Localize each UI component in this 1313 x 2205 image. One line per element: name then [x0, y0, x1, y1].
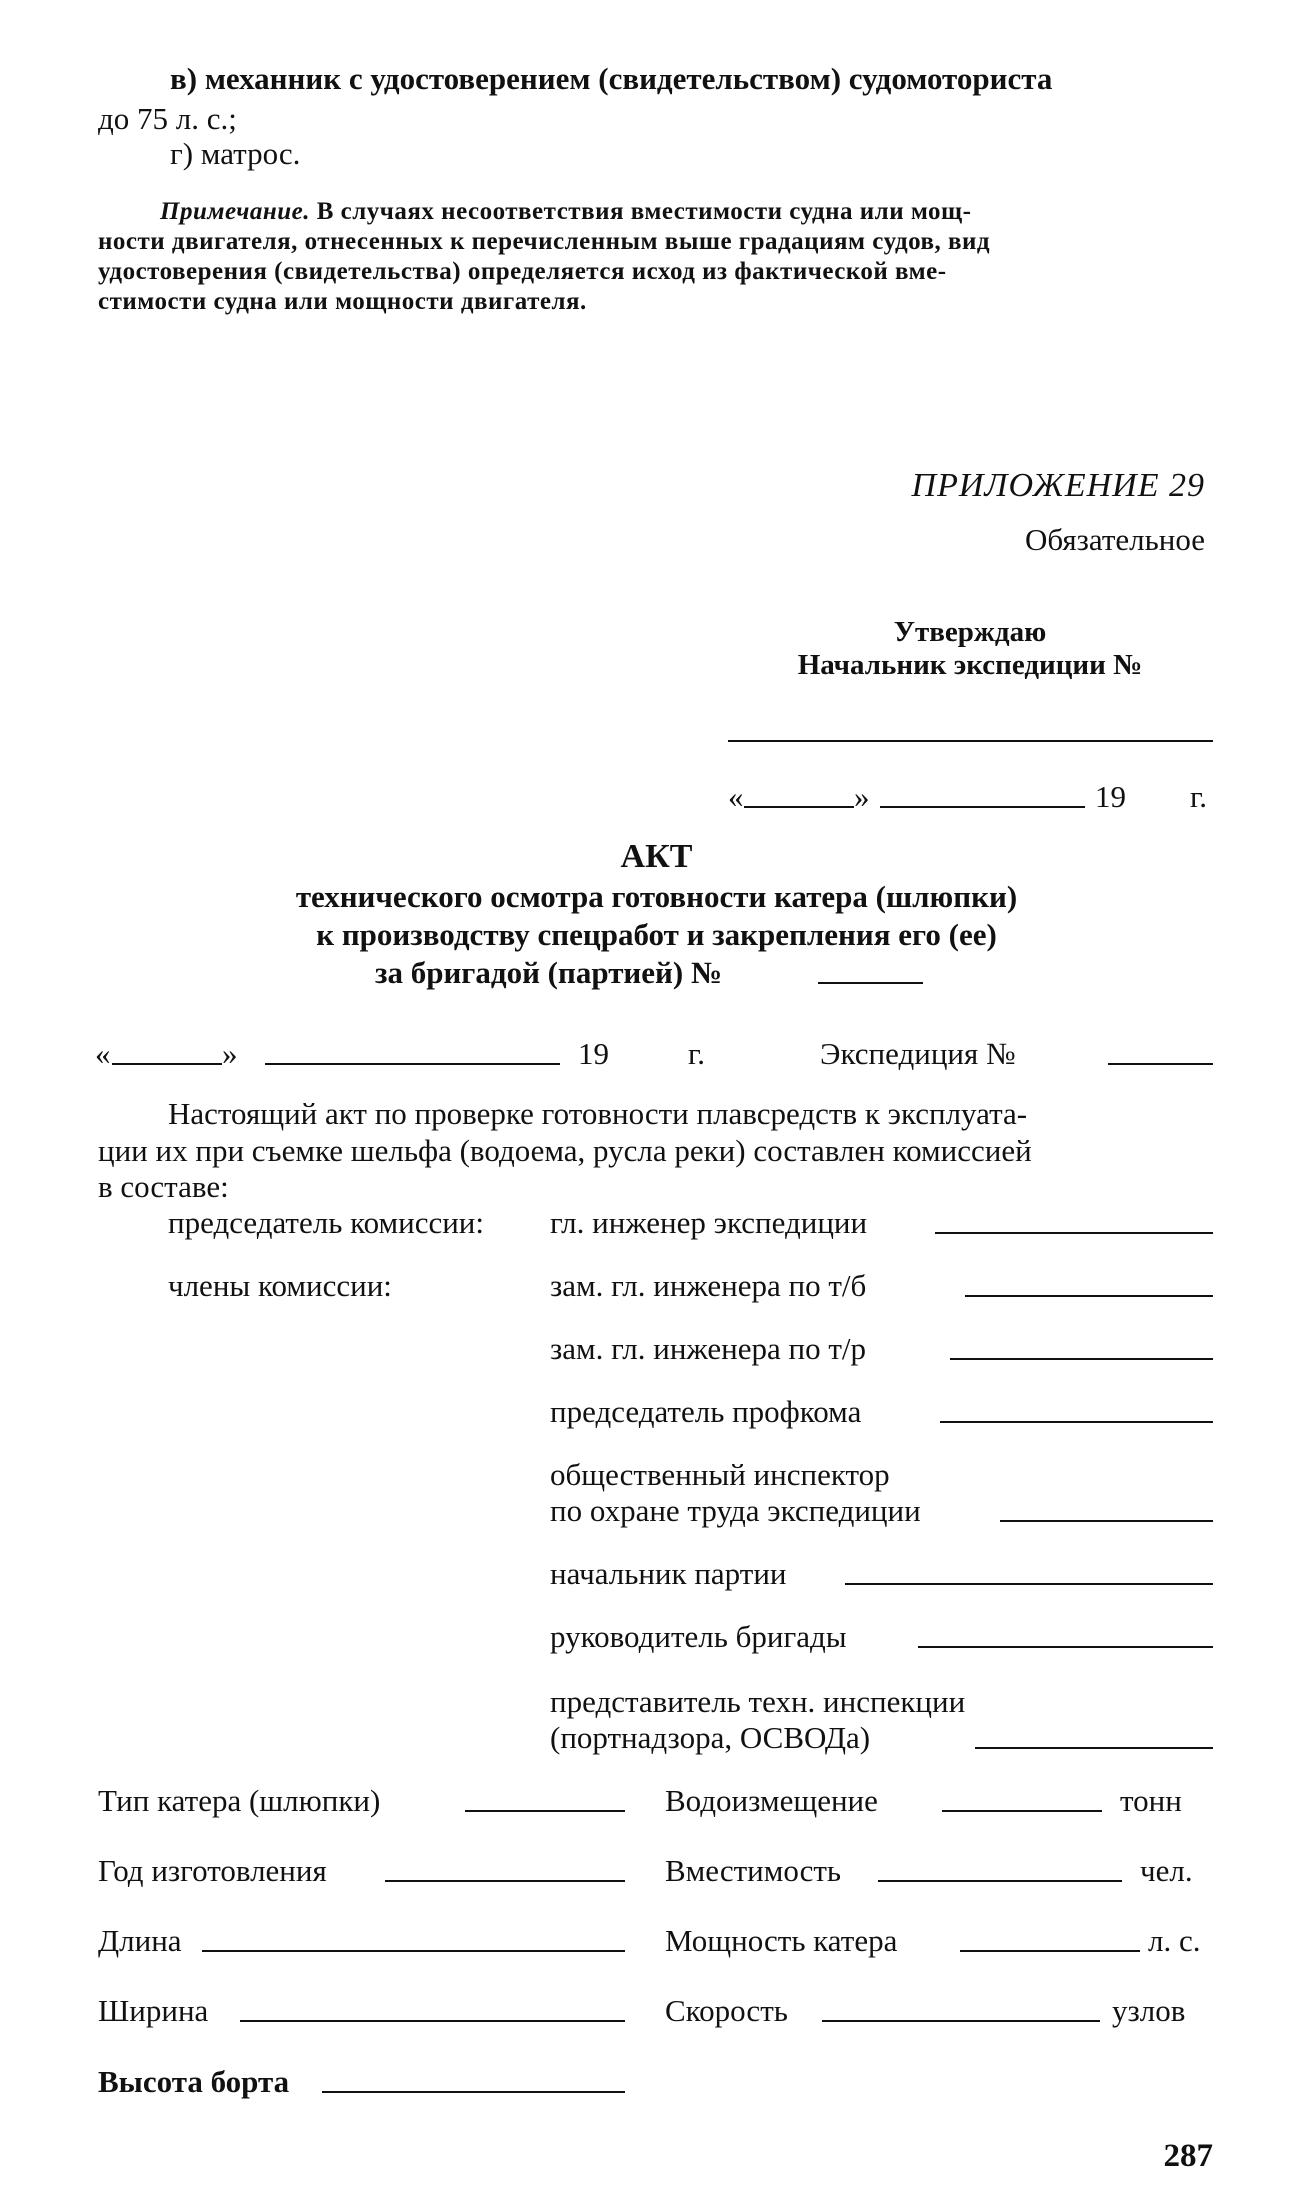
note-line4: стимости судна или мощности двигателя. [98, 288, 587, 315]
expedition-label: Экспедиция № [820, 1036, 1016, 1071]
chairman-blank[interactable] [935, 1232, 1213, 1234]
member6-blank[interactable] [918, 1646, 1213, 1648]
member6-role: руководитель бригады [550, 1619, 847, 1654]
item-g: г) матрос. [170, 136, 301, 171]
speed-label: Скорость [665, 1993, 788, 2028]
displacement-unit: тонн [1120, 1783, 1182, 1818]
boat-type-label: Тип катера (шлюпки) [98, 1783, 381, 1818]
chief-label: Начальник экспедиции № [797, 649, 1143, 681]
act-subtitle-1: технического осмотра готовности катера (шлюпки) [295, 879, 1018, 914]
boat-type-blank[interactable] [465, 1810, 625, 1812]
member2-role: зам. гл. инженера по т/р [550, 1331, 867, 1366]
member4-role-a: общественный инспектор [550, 1457, 890, 1492]
speed-unit: узлов [1112, 1993, 1186, 2028]
member7-role-b: (портнадзора, ОСВОДа) [550, 1720, 871, 1755]
member2-blank[interactable] [950, 1358, 1213, 1360]
act-month-blank[interactable] [265, 1063, 560, 1065]
act-year: 19 [578, 1036, 609, 1071]
member1-blank[interactable] [965, 1295, 1213, 1297]
displacement-label: Водоизмещение [665, 1783, 878, 1818]
member3-role: председатель профкома [550, 1394, 862, 1429]
width-label: Ширина [98, 1993, 209, 2028]
members-label: члены комиссии: [168, 1268, 392, 1303]
width-blank[interactable] [240, 2020, 625, 2022]
capacity-blank[interactable] [878, 1880, 1122, 1882]
capacity-label: Вместимость [665, 1853, 842, 1888]
approval-year: 19 [1095, 779, 1126, 814]
board-height-label: Высота борта [98, 2064, 290, 2099]
expedition-number-blank[interactable] [1108, 1063, 1213, 1065]
team-number-blank[interactable] [818, 982, 923, 984]
appendix-title: ПРИЛОЖЕНИЕ 29 [911, 467, 1205, 504]
approval-quote-close: » [854, 779, 870, 814]
note-line3: удостоверения (свидетельства) определяется исход из фактической вме- [98, 258, 947, 285]
member7-blank[interactable] [975, 1747, 1213, 1749]
note-line2: ности двигателя, отнесенных к перечисленным выше градациям судов, вид [98, 228, 991, 255]
member4-blank[interactable] [1000, 1520, 1213, 1522]
member5-blank[interactable] [845, 1583, 1213, 1585]
act-year-suffix: г. [688, 1036, 705, 1071]
chairman-role: гл. инженер экспедиции [550, 1205, 868, 1240]
approval-quote-open: « [728, 779, 744, 814]
item-v-line1: в) механник с удостоверением (свидетельством) судомоториста [170, 61, 1053, 96]
act-day-blank[interactable] [112, 1063, 222, 1065]
act-subtitle-3: за бригадой (партией) № [375, 955, 723, 990]
signature-blank[interactable] [728, 740, 1213, 742]
note-line1 [160, 197, 972, 226]
approval-year-suffix: г. [1190, 779, 1207, 814]
board-height-blank[interactable] [322, 2091, 625, 2093]
member1-role: зам. гл. инженера по т/б [550, 1268, 867, 1303]
act-subtitle-2: к производству спецработ и закрепления его (ее) [316, 917, 997, 952]
chairman-label: председатель комиссии: [168, 1205, 485, 1240]
length-label: Длина [98, 1923, 182, 1958]
intro-line1: Настоящий акт по проверке готовности плавсредств к эксплуата- [168, 1096, 1028, 1131]
year-built-label: Год изготовления [98, 1853, 327, 1888]
capacity-unit: чел. [1140, 1853, 1193, 1888]
displacement-blank[interactable] [942, 1810, 1102, 1812]
member3-blank[interactable] [940, 1421, 1213, 1423]
member4-role-b: по охране труда экспедиции [550, 1493, 921, 1528]
length-blank[interactable] [202, 1950, 625, 1952]
intro-line2: ции их при съемке шельфа (водоема, русла реки) составлен комиссией [98, 1133, 1032, 1168]
power-label: Мощность катера [665, 1923, 898, 1958]
year-built-blank[interactable] [385, 1880, 625, 1882]
intro-line3: в составе: [98, 1169, 229, 1204]
appendix-status: Обязательное [1025, 522, 1205, 557]
note-text-1: В случаях несоответствия вместимости судна или мощ- [310, 198, 972, 225]
member5-role: начальник партии [550, 1556, 787, 1591]
speed-blank[interactable] [822, 2020, 1100, 2022]
act-quote-close: » [222, 1036, 238, 1071]
item-v-line2: до 75 л. с.; [98, 101, 237, 136]
power-blank[interactable] [960, 1950, 1140, 1952]
member7-role-a: представитель техн. инспекции [550, 1684, 966, 1719]
page-number: 287 [1163, 2138, 1213, 2174]
approval-day-blank[interactable] [744, 806, 854, 808]
approve-label: Утверждаю [893, 616, 1047, 648]
approval-month-blank[interactable] [880, 806, 1085, 808]
note-label: Примечание. [160, 198, 310, 225]
act-title: АКТ [620, 838, 693, 875]
power-unit: л. с. [1148, 1923, 1201, 1958]
act-quote-open: « [95, 1036, 111, 1071]
